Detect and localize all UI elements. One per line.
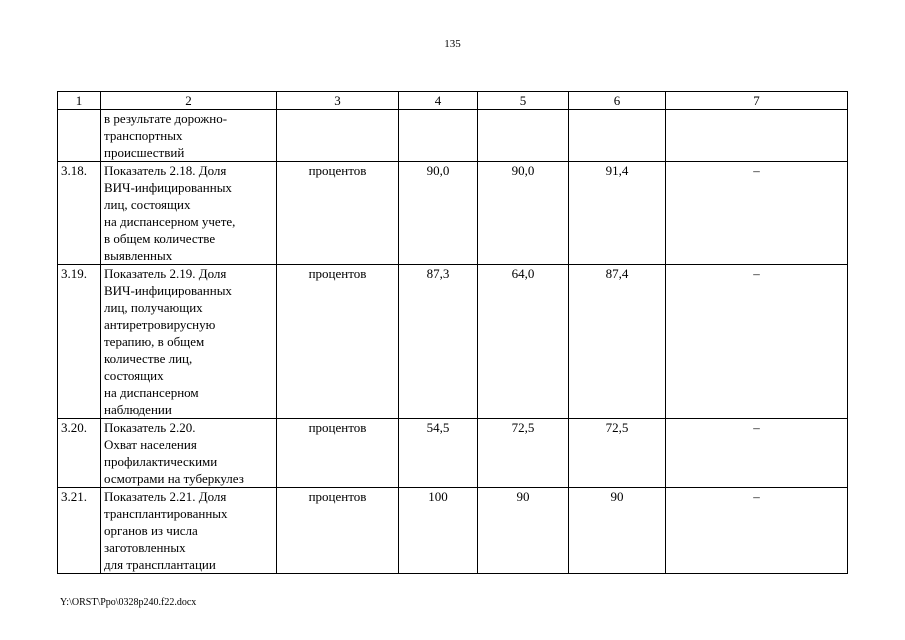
unit-cell: процентов (277, 488, 399, 574)
value-col-6: 87,4 (569, 265, 666, 419)
value-col-4: 100 (399, 488, 478, 574)
value-col-4: 90,0 (399, 162, 478, 265)
value-col-6: 72,5 (569, 419, 666, 488)
header-col-3: 3 (277, 92, 399, 110)
header-col-5: 5 (478, 92, 569, 110)
value-col-5: 90 (478, 488, 569, 574)
row-number: 3.20. (58, 419, 101, 488)
file-path-footer: Y:\ORST\Ppo\0328p240.f22.docx (60, 597, 197, 608)
table-row (58, 488, 848, 574)
row-number (58, 110, 101, 162)
value-col-4: 87,3 (399, 265, 478, 419)
indicators-table (57, 91, 848, 574)
value-col-6 (569, 110, 666, 162)
value-col-7 (666, 110, 848, 162)
header-col-1: 1 (58, 92, 101, 110)
header-col-2: 2 (101, 92, 277, 110)
header-col-7: 7 (666, 92, 848, 110)
value-col-5: 72,5 (478, 419, 569, 488)
unit-cell (277, 110, 399, 162)
table-body (58, 110, 848, 574)
value-col-7: – (666, 162, 848, 265)
indicator-description: Показатель 2.19. Доля ВИЧ-инфицированных лиц, получающих антиретровирусную терапию, в общем количестве лиц, состоящих на диспансерном наблюдении (101, 265, 277, 419)
table-row (58, 162, 848, 265)
indicator-description: в результате дорожно- транспортных происшествий (101, 110, 277, 162)
page-number: 135 (444, 38, 461, 50)
unit-cell: процентов (277, 265, 399, 419)
value-col-5 (478, 110, 569, 162)
value-col-5: 64,0 (478, 265, 569, 419)
indicator-description: Показатель 2.20. Охват населения профилактическими осмотрами на туберкулез (101, 419, 277, 488)
indicator-description: Показатель 2.21. Доля трансплантированных органов из числа заготовленных для трансплантации (101, 488, 277, 574)
row-number: 3.18. (58, 162, 101, 265)
value-col-4: 54,5 (399, 419, 478, 488)
value-col-4 (399, 110, 478, 162)
value-col-6: 90 (569, 488, 666, 574)
row-number: 3.19. (58, 265, 101, 419)
value-col-7: – (666, 419, 848, 488)
row-number: 3.21. (58, 488, 101, 574)
value-col-6: 91,4 (569, 162, 666, 265)
value-col-7: – (666, 265, 848, 419)
header-row (58, 92, 848, 110)
table-row (58, 419, 848, 488)
table-row (58, 265, 848, 419)
value-col-5: 90,0 (478, 162, 569, 265)
value-col-7: – (666, 488, 848, 574)
header-col-4: 4 (399, 92, 478, 110)
unit-cell: процентов (277, 419, 399, 488)
indicator-description: Показатель 2.18. Доля ВИЧ-инфицированных лиц, состоящих на диспансерном учете, в общем количестве выявленных (101, 162, 277, 265)
table-row (58, 110, 848, 162)
header-col-6: 6 (569, 92, 666, 110)
unit-cell: процентов (277, 162, 399, 265)
